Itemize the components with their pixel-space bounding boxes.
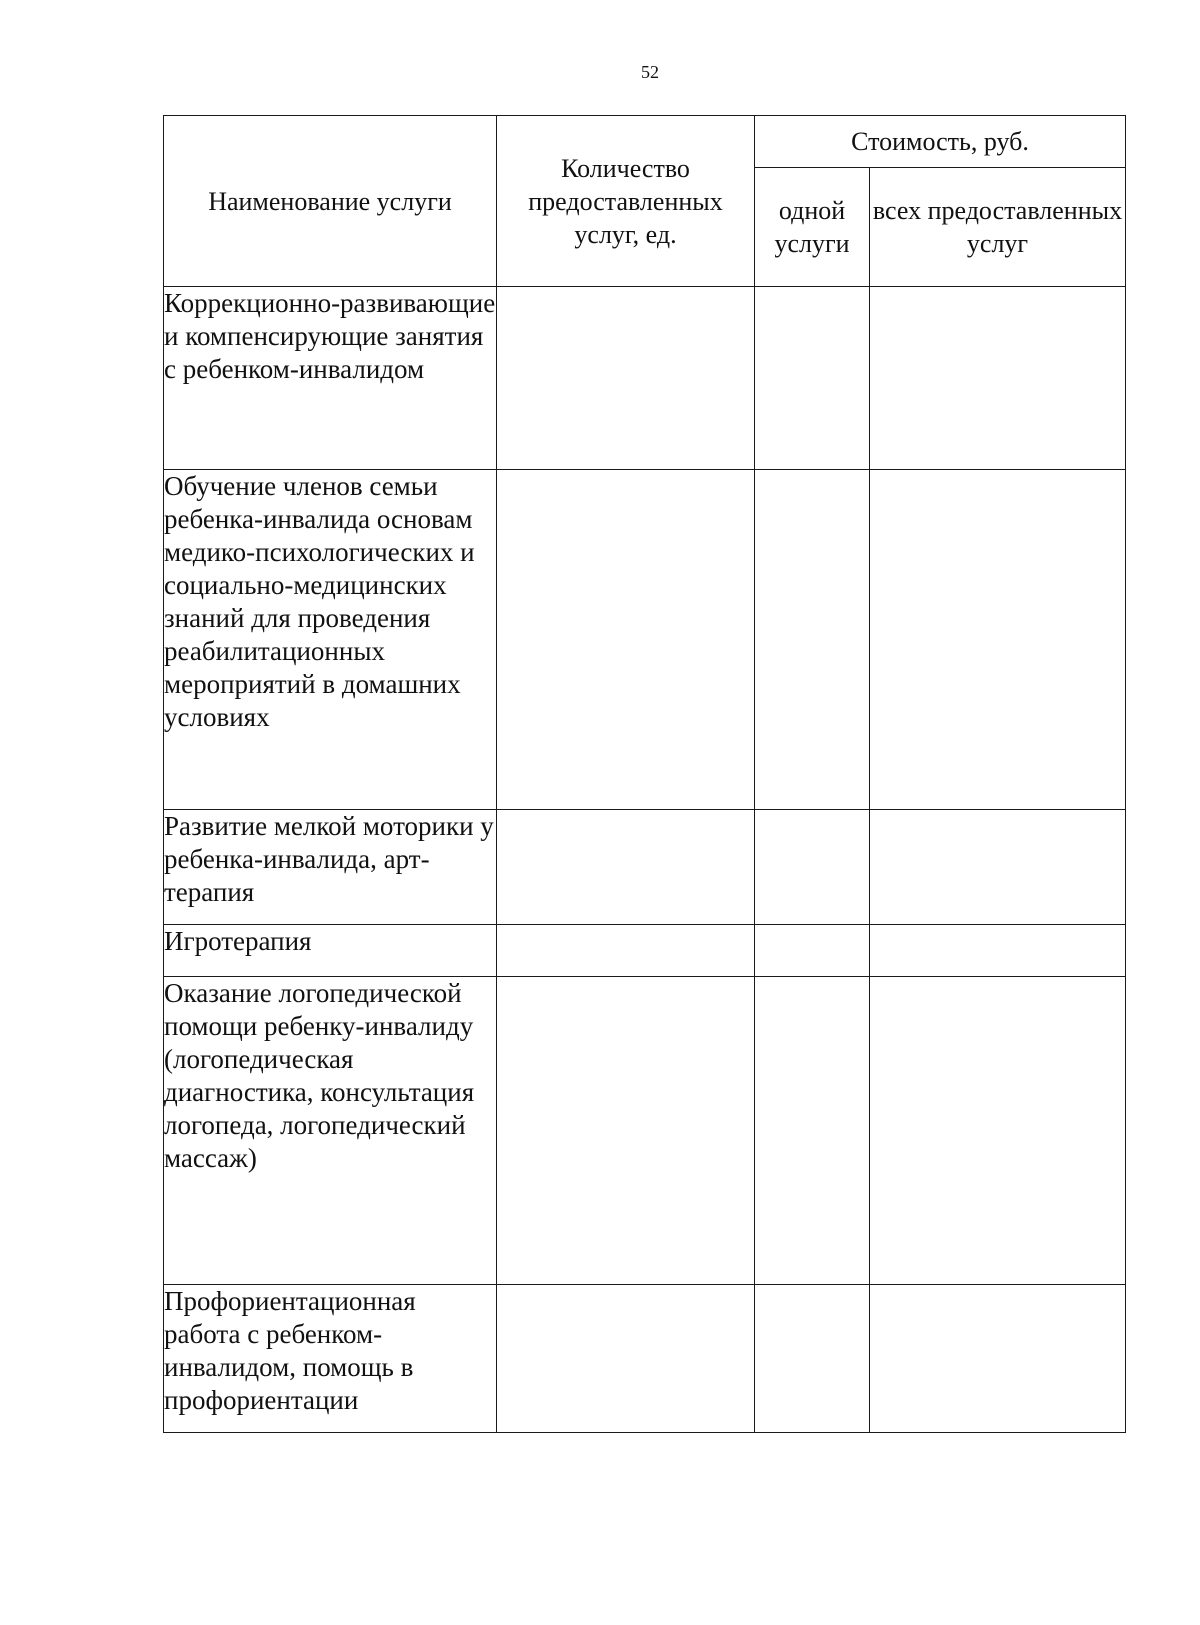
cost-single-cell bbox=[755, 977, 870, 1285]
header-cost: Стоимость, руб. bbox=[755, 116, 1126, 168]
quantity-cell bbox=[497, 977, 755, 1285]
service-name-cell: Профориентационная работа с ребенком-инвалидом, помощь в профориентации bbox=[164, 1285, 497, 1433]
cost-single-cell bbox=[755, 925, 870, 977]
table-row bbox=[164, 287, 1126, 470]
cost-total-cell bbox=[870, 287, 1126, 470]
table-row bbox=[164, 977, 1126, 1285]
quantity-cell bbox=[497, 810, 755, 925]
cost-total-cell bbox=[870, 925, 1126, 977]
quantity-cell bbox=[497, 287, 755, 470]
cost-single-cell bbox=[755, 470, 870, 810]
service-name-cell: Развитие мелкой моторики у ребенка-инвалида, арт-терапия bbox=[164, 810, 497, 925]
cost-single-cell bbox=[755, 287, 870, 470]
header-cost-total: всех предоставленных услуг bbox=[870, 168, 1126, 287]
table-body bbox=[164, 287, 1126, 1433]
header-quantity: Количество предоставленных услуг, ед. bbox=[497, 116, 755, 287]
cost-total-cell bbox=[870, 810, 1126, 925]
table-row bbox=[164, 470, 1126, 810]
table-row bbox=[164, 1285, 1126, 1433]
cost-total-cell bbox=[870, 1285, 1126, 1433]
service-name-cell: Обучение членов семьи ребенка-инвалида основам медико-психологических и социально-медицинских знаний для проведения реабилитационных мероприятий в домашних условиях bbox=[164, 470, 497, 810]
page-number: 52 bbox=[641, 62, 659, 82]
table-header bbox=[164, 116, 1126, 287]
table-row bbox=[164, 810, 1126, 925]
cost-single-cell bbox=[755, 810, 870, 925]
table-row bbox=[164, 925, 1126, 977]
quantity-cell bbox=[497, 1285, 755, 1433]
header-cost-single: одной услуги bbox=[755, 168, 870, 287]
cost-total-cell bbox=[870, 470, 1126, 810]
quantity-cell bbox=[497, 470, 755, 810]
cost-total-cell bbox=[870, 977, 1126, 1285]
cost-single-cell bbox=[755, 1285, 870, 1433]
services-table bbox=[163, 115, 1126, 1433]
service-name-cell: Оказание логопедической помощи ребенку-инвалиду (логопедическая диагностика, консультация логопеда, логопедический массаж) bbox=[164, 977, 497, 1285]
service-name-cell: Игротерапия bbox=[164, 925, 497, 977]
quantity-cell bbox=[497, 925, 755, 977]
header-service-name: Наименование услуги bbox=[164, 116, 497, 287]
service-name-cell: Коррекционно-развивающие и компенсирующие занятия с ребенком-инвалидом bbox=[164, 287, 497, 470]
